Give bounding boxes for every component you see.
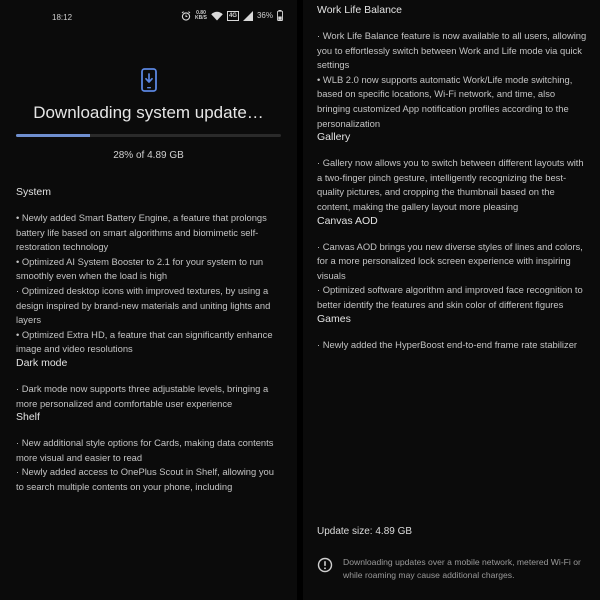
download-progress-bar: [16, 134, 281, 137]
download-screen: [0, 0, 297, 600]
signal-icon: [243, 11, 253, 21]
section-title: System: [16, 186, 52, 198]
section-title: Dark mode: [16, 356, 68, 369]
section-title: Games: [317, 312, 351, 325]
section-title: Canvas AOD: [317, 214, 378, 227]
release-note-item: • Optimized Extra HD, a feature that can significantly enhance image and video resolutions: [16, 328, 273, 355]
battery-percent: 36%: [256, 11, 273, 20]
section-title: Work Life Balance: [317, 4, 403, 16]
status-time: 18:12: [52, 13, 73, 22]
release-note-item: · Canvas AOD brings you new diverse styles of lines and colors, for a more personalized lock screen experience with inspiring visuals: [317, 240, 583, 281]
release-notes-left: [16, 186, 284, 495]
download-progress-text: 28% of 4.89 GB: [113, 150, 184, 161]
release-note-item: · Optimized desktop icons with improved textures, by using a design inspired by brand-new materials and uniting lights and layers: [16, 284, 271, 326]
alarm-icon: [181, 11, 191, 21]
section-title: Shelf: [16, 411, 40, 424]
release-note-item: · Work Life Balance feature is now available to all users, allowing you to effortlessly switch between Work and Life mode via quick settings: [317, 30, 587, 71]
release-note-item: • Optimized AI System Booster to 2.1 for your system to run smoothly even when the load is high: [16, 255, 264, 282]
download-progress-fill: [16, 134, 90, 137]
release-note-item: · Newly added the HyperBoost end-to-end frame rate stabilizer: [317, 338, 578, 350]
update-size: Update size: 4.89 GB: [317, 526, 413, 537]
download-title: Downloading system update…: [33, 103, 264, 122]
release-notes-right: [317, 4, 587, 352]
system-update-icon: [140, 68, 158, 92]
notice-text: Downloading updates over a mobile network, metered Wi-Fi or while roaming may cause additional charges.: [343, 557, 581, 580]
network-speed: 0.80 KB/S: [195, 9, 207, 21]
release-note-item: · Optimized software algorithm and improved face recognition to better identify the features and skin color of different figures: [317, 284, 583, 310]
status-bar: [0, 0, 297, 34]
release-note-item: · Gallery now allows you to switch between different layouts with a two-finger pinch gesture, intelligently recognizing the best-quality pictures, and cropping the thumbnail based on the content, making the gallery layout more pleasing: [317, 157, 584, 212]
wifi-icon: [211, 11, 223, 21]
release-note-item: · Newly added access to OnePlus Scout in Shelf, allowing you to search multiple contents on your phone, including: [16, 466, 274, 492]
release-notes-screen: [303, 0, 600, 600]
release-note-item: · Dark mode now supports three adjustable levels, bringing a more personalized and comfortable user experience: [16, 382, 269, 409]
release-note-item: • WLB 2.0 now supports automatic Work/Life mode switching, based on specific locations, Wi-Fi network, and time, also bringing customized App notification profiles according to the personalization: [317, 73, 573, 129]
section-title: Gallery: [317, 131, 351, 144]
release-note-item: · New additional style options for Cards, making data contents more visual and easier to read: [16, 437, 274, 463]
signal-4g-icon: 4G: [228, 12, 237, 19]
release-note-item: • Newly added Smart Battery Engine, a feature that prolongs battery life based on smart algorithms and biomimetic self-restoration technology: [16, 212, 267, 253]
mobile-data-notice: [317, 556, 587, 581]
battery-icon: [277, 10, 283, 21]
info-icon: [317, 557, 333, 573]
